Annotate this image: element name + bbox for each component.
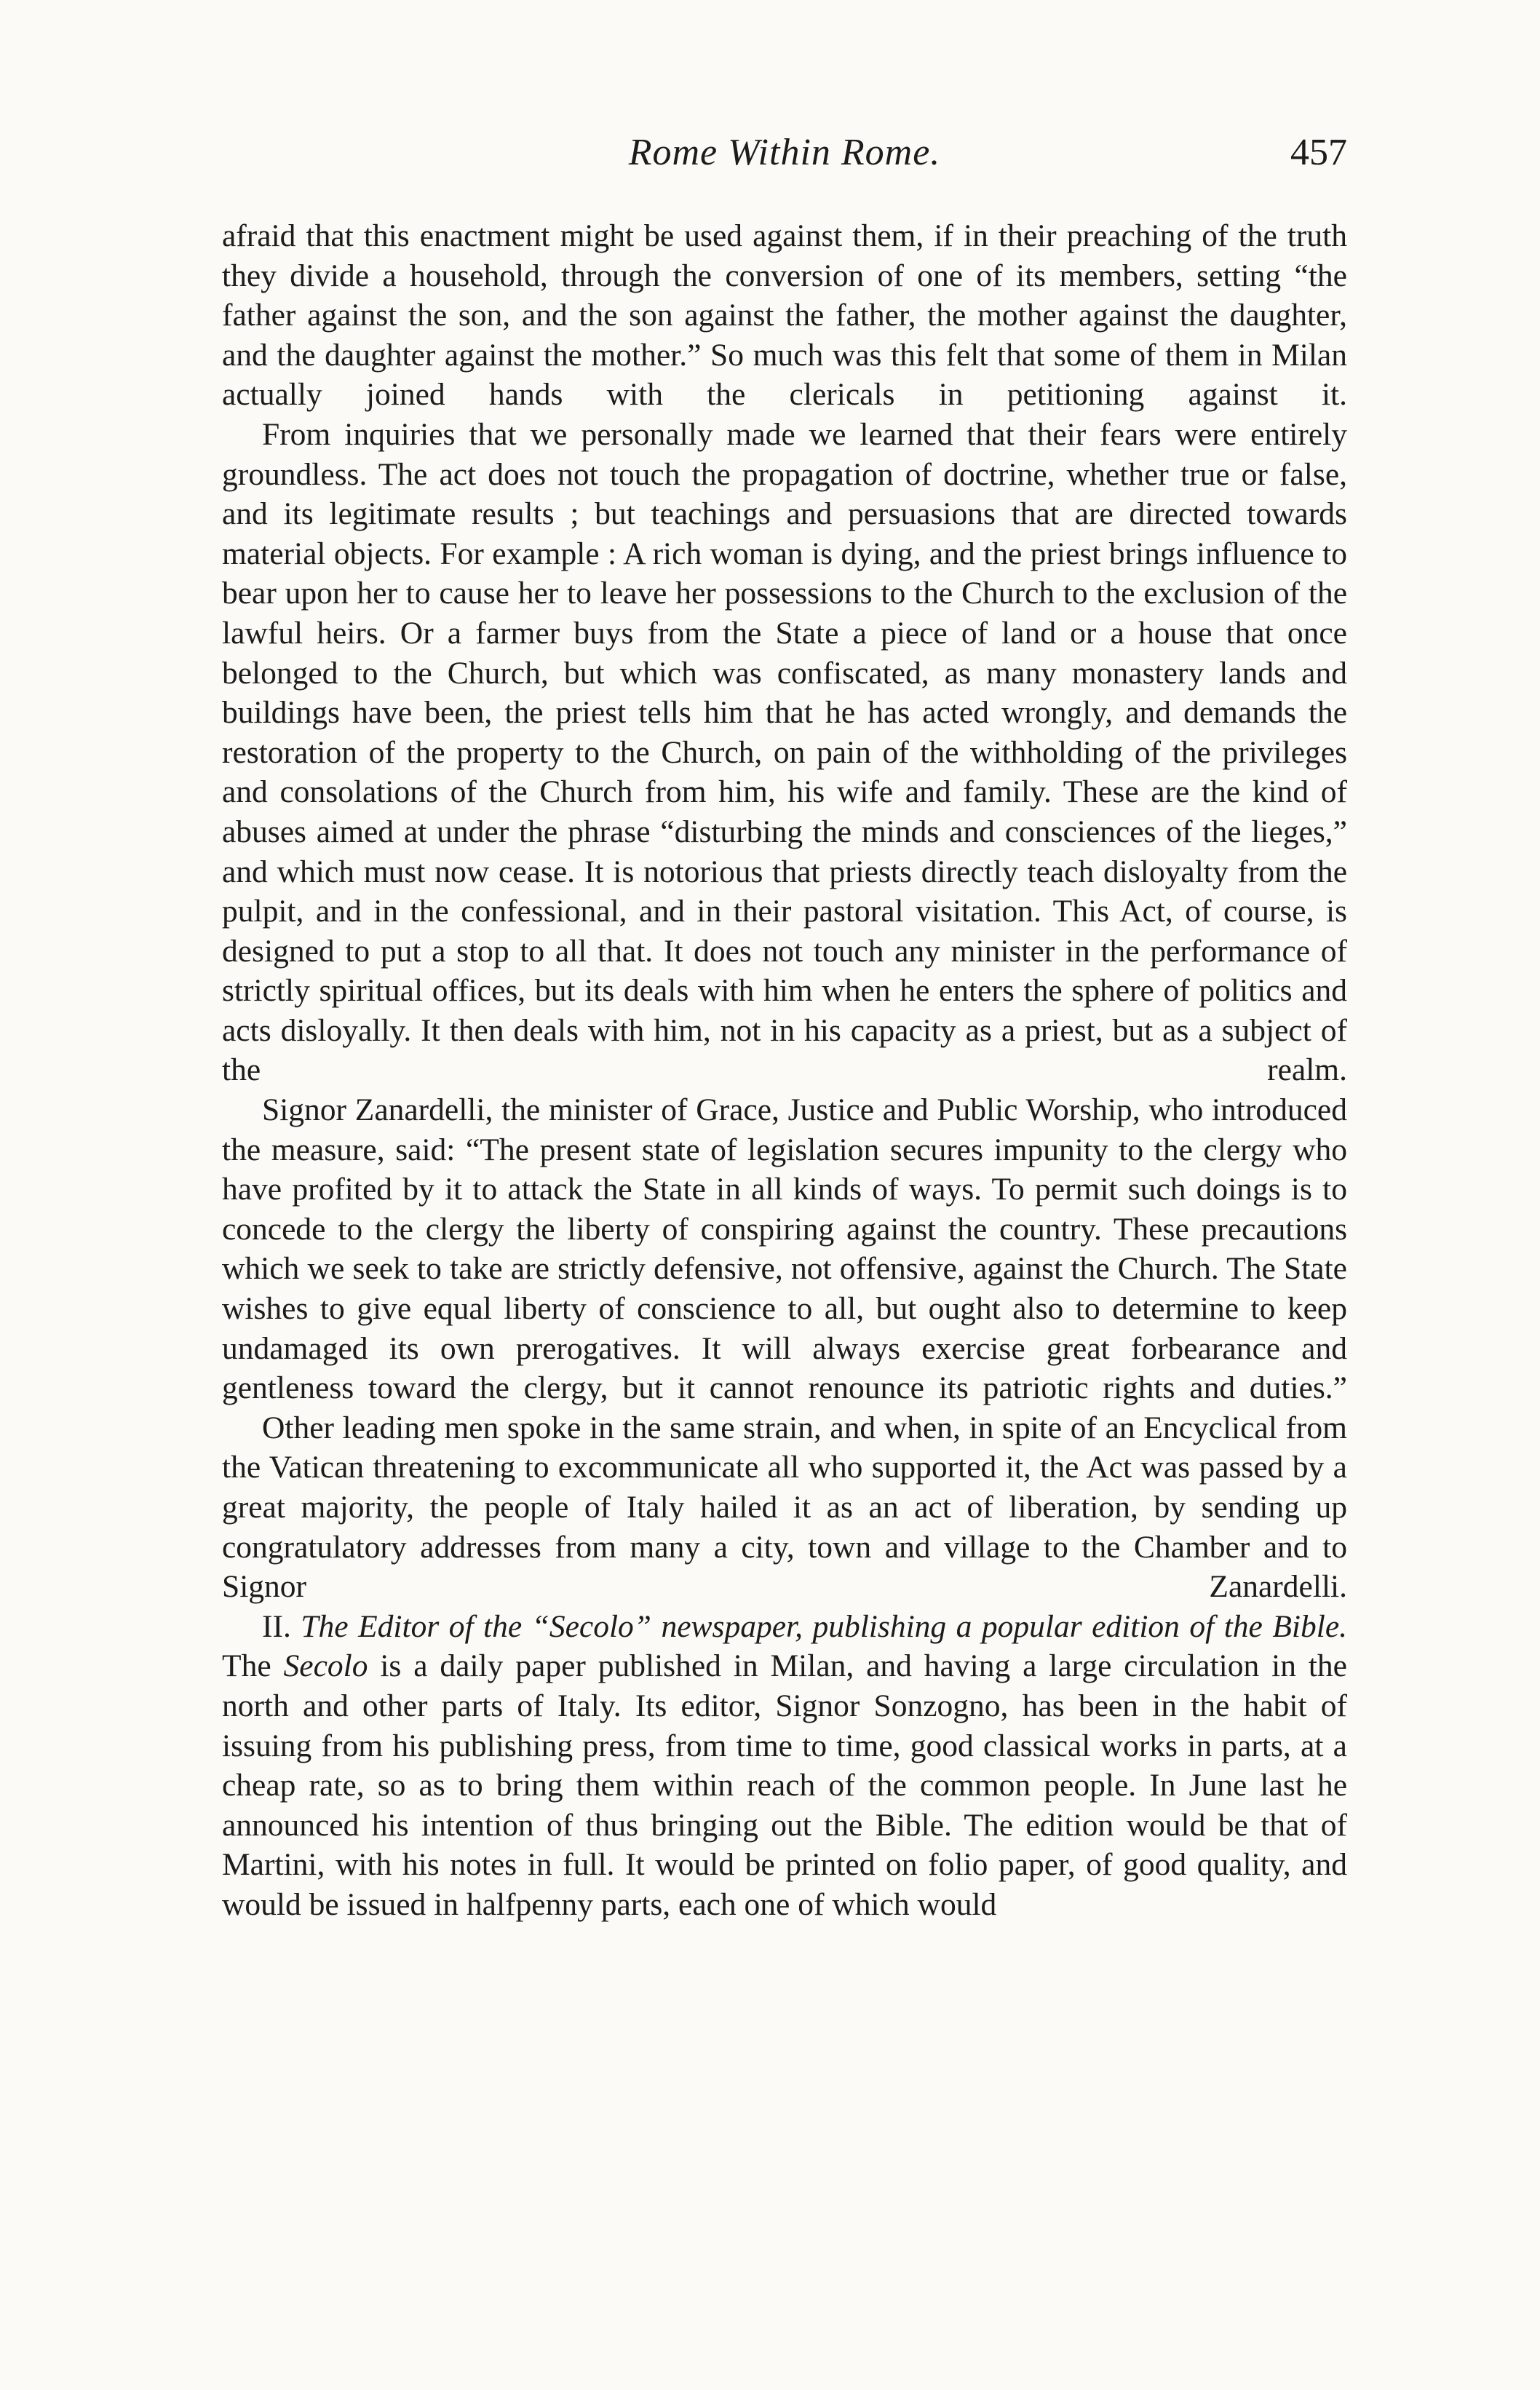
paragraph-4: Other leading men spoke in the same strain, and when, in spite of an Encyclical from the Vatican threatening to excommunicate all who supported it, the Act was passed by a great majority, the people of Italy hailed it as an act of liberation, by sending up congratulatory addresses from many a city, town and village to the Chamber and to Signor Zanardelli. [222,1410,1347,1605]
page-header [222,131,1347,196]
paragraph-3: Signor Zanardelli, the minister of Grace, Justice and Public Worship, who introduced the measure, said: “The present state of legislation secures impunity to the clergy who have profited by it to attack the State in all kinds of ways. To permit such doings is to concede to the clergy the liberty of conspiring against the country. These precautions which we seek to take are strictly defensive, not offensive, against the Church. The State wishes to give equal liberty of conscience to all, but ought also to determine to keep undamaged its own prerogatives. It will always exercise great forbearance and gentleness toward the clergy, but it cannot renounce its patriotic rights and duties.” [222,1092,1347,1406]
paragraph-2: From inquiries that we personally made we learned that their fears were entirely groundless. The act does not touch the propagation of doctrine, whether true or false, and its legitimate results ; but teachings and persuasions that are directed towards material objects. For example : A rich woman is dying, and the priest brings influence to bear upon her to cause her to leave her possessions to the Church to the exclusion of the lawful heirs. Or a farmer buys from the State a piece of land or a house that once belonged to the Church, but which was confiscated, as many monastery lands and buildings have been, the priest tells him that he has acted wrongly, and demands the restoration of the property to the Church, on pain of the withholding of the privileges and consolations of the Church from him, his wife and family. These are the kind of abuses aimed at under the phrase “disturbing the minds and consciences of the lieges,” and which must now cease. It is notorious that priests directly teach disloyalty from the pulpit, and in the confessional, and in their pastoral visitation. This Act, of course, is designed to put a stop to all that. It does not touch any minister in the performance of strictly spiritual offices, but its deals with him when he enters the sphere of politics and acts disloyally. It then deals with him, not in his capacity as a priest, but as a subject of the realm. [222,416,1347,1088]
running-title: Rome Within Rome. [628,132,941,173]
paragraph-1: afraid that this enactment might be used against them, if in their preaching of the truth they divide a household, through the conversion of one of its members, setting “the father against the son, and the son against the father, the mother against the daughter, and the daughter against the mother.” So much was this felt that some of them in Milan actually joined hands with the clericals in petitioning against it. [222,218,1347,413]
section-text-1: The [222,1648,271,1684]
section-heading: The Editor of the “Secolo” newspaper, publishing a popular edition of the Bible. [301,1608,1347,1644]
section-number: II. [262,1608,291,1644]
page-number: 457 [1290,132,1347,173]
section-ii-paragraph [222,1607,1347,1925]
secolo-title: Secolo [283,1648,368,1684]
section-text-2: is a daily paper published in Milan, and having a large circulation in the north and other parts of Italy. Its editor, Signor Sonzogno, has been in the habit of issuing from his publishing press, from time to time, good classical works in parts, at a cheap rate, so as to bring them within reach of the common people. In June last he announced his intention of thus bringing out the Bible. The edition would be that of Martini, with his notes in full. It would be printed on folio paper, of good quality, and would be issued in halfpenny parts, each one of which would [222,1648,1347,1922]
body-text [222,216,1347,1925]
